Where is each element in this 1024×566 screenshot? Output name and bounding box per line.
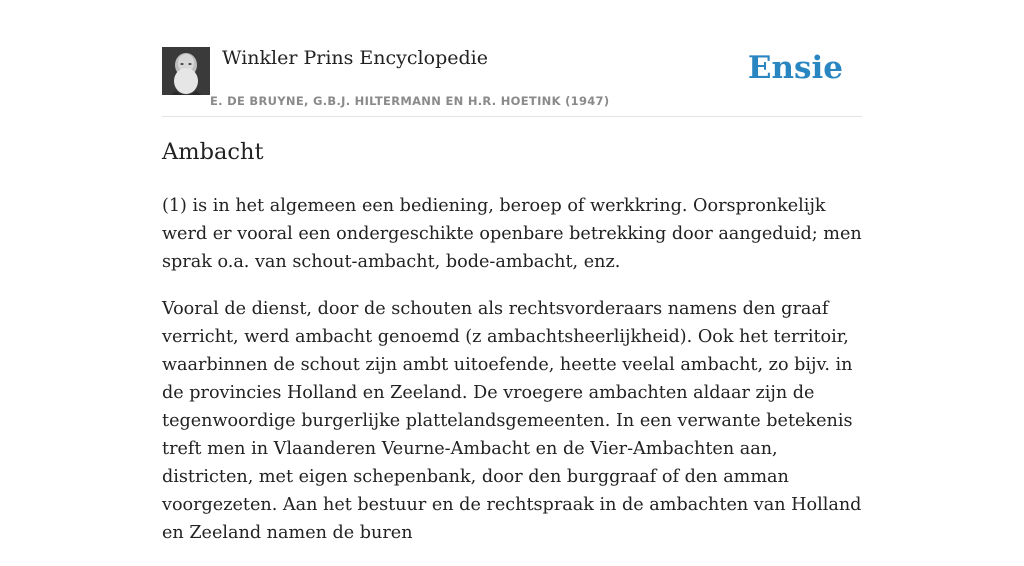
ensie-logo-link[interactable]: Ensie: [747, 50, 843, 86]
article-paragraph: (1) is in het algemeen een bediening, beroep of werkkring. Oorspronkelijk werd er vooral een ondergeschikte openbare betrekking door aangeduid; men sprak o.a. van schout-ambacht, bode-ambacht, enz.: [162, 196, 862, 272]
article-paragraph: Vooral de dienst, door de schouten als rechtsvorderaars namens den graaf verricht, werd ambacht genoemd (z ambachtsheerlijkheid). Ook het territoir, waarbinnen de schout zijn ambt uitoefende, heette veelal ambacht, zo bijv. in de provincies Holland en Zeeland. De vroegere ambachten aldaar zijn de tegenwoordige burgerlijke plattelandsgemeenten. In een verwante betekenis treft men in Vlaanderen Veurne-Ambacht en de Vier-Ambachten aan, districten, met eigen schepenbank, door den burggraaf of den amman voorgezeten. Aan het bestuur en de rechtspraak in de ambachten van Holland en Zeeland namen de buren: [162, 299, 862, 543]
site-header: [162, 46, 862, 117]
author-avatar-icon[interactable]: [162, 47, 210, 95]
article-title: Ambacht: [162, 139, 264, 165]
book-authors-subtitle: E. DE BRUYNE, G.B.J. HILTERMANN EN H.R. HOETINK (1947): [210, 94, 610, 108]
site-title[interactable]: Winkler Prins Encyclopedie: [222, 47, 488, 69]
article-body: [162, 192, 867, 566]
